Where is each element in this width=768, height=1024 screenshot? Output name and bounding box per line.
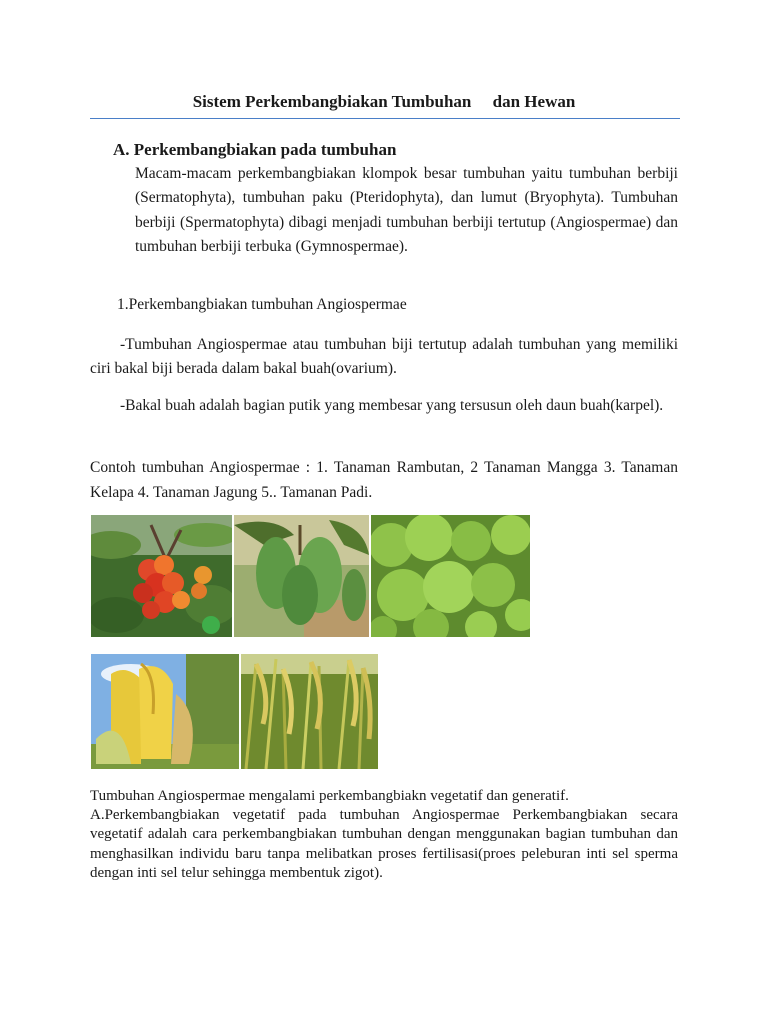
- document-title: Sistem Perkembangbiakan Tumbuhan dan Hewan: [192, 92, 576, 111]
- subsection-heading: 1.Perkembangbiakan tumbuhan Angiospermae: [117, 296, 407, 313]
- intro-paragraph: Macam-macam perkembangbiakan klompok besar tumbuhan yaitu tumbuhan berbiji (Sermatophyta), tumbuhan paku (Pteridophyta), dan lumut (Bryophyta). Tumbuhan berbiji (Spermatophyta) dibagi menjadi tumbuhan berbiji tertutup (Angiospermae) dan tumbuhan berbiji terbuka (Gymnospermae).: [135, 165, 678, 256]
- rice-photo: [241, 654, 378, 769]
- corn-photo: [91, 654, 239, 769]
- coconut-photo: [371, 515, 530, 637]
- vegetative-reproduction-paragraph: A.Perkembangbiakan vegetatif pada tumbuhan Angiospermae Perkembangbiakan secara vegetatif adalah cara perkembangbiakan tumbuhan dengan menggunakan bagian tumbuhan dan menghasilkan individu baru tanpa melibatkan proses fertilisasi(proes peleburan inti sel sperma dengan inti sel telur sehingga membentuk zigot).: [90, 807, 678, 881]
- angiosperm-definition-paragraph: -Tumbuhan Angiospermae atau tumbuhan biji tertutup adalah tumbuhan yang memiliki ciri bakal biji berada dalam bakal buah(ovarium).: [90, 336, 678, 377]
- examples-paragraph: Contoh tumbuhan Angiospermae : 1. Tanaman Rambutan, 2 Tanaman Mangga 3. Tanaman Kelapa 4. Tanaman Jagung 5.. Tamanan Padi.: [90, 459, 678, 501]
- closing-section: [90, 787, 678, 883]
- title-underline: [90, 118, 680, 119]
- mango-photo: [234, 515, 369, 637]
- reproduction-types-line: Tumbuhan Angiospermae mengalami perkembangbiakn vegetatif dan generatif.: [90, 788, 569, 804]
- ovary-definition-paragraph: -Bakal buah adalah bagian putik yang membesar yang tersusun oleh daun buah(karpel).: [120, 397, 664, 414]
- section-a-heading: A. Perkembangbiakan pada tumbuhan: [113, 140, 397, 159]
- rambutan-photo: [91, 515, 232, 637]
